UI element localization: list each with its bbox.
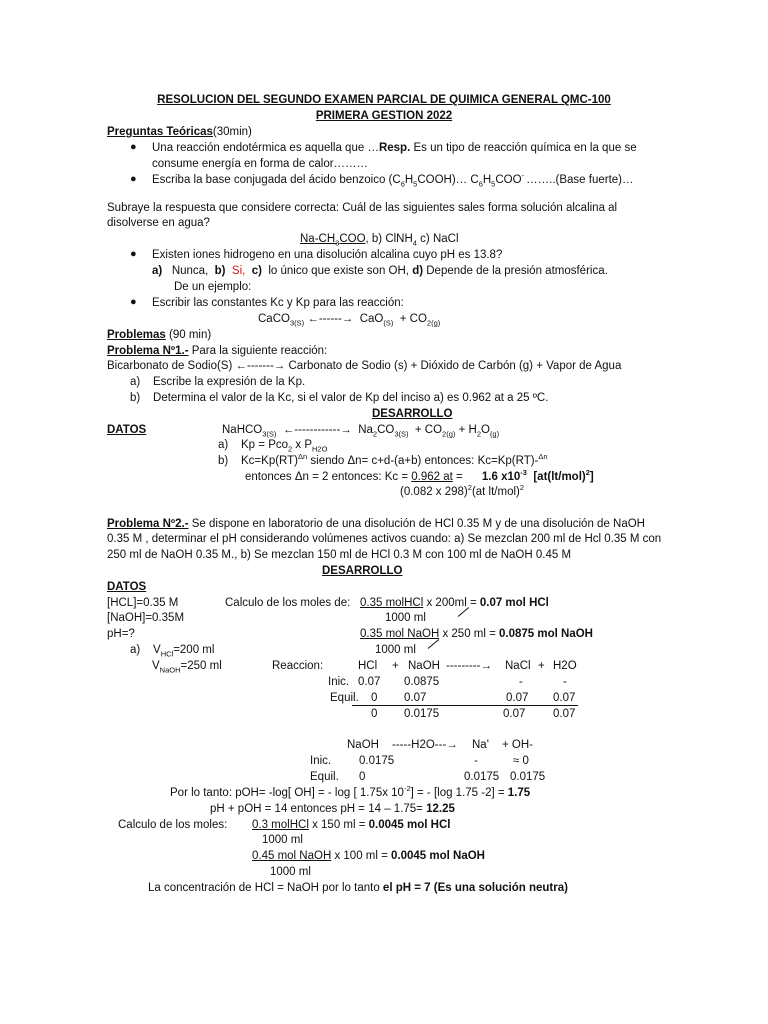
data-v-naoh: $V_{NaOH}=250$ ml	[152, 660, 222, 675]
question-3-line1: Subraye la respuesta que considere correcta: Cuál de las siguientes sales forma solución alcalina al	[107, 202, 618, 214]
dissoc-equil-label: Equil.	[310, 771, 339, 783]
reaction-plus: +	[392, 660, 399, 672]
calc-naoh-b-denominator: 1000 ml	[270, 866, 311, 878]
problem-1-denominator: (0.082 x 298)$^2$(at lt/mol)$^2$	[400, 483, 525, 498]
problem-1-datos: DATOS	[107, 424, 147, 436]
equil-naoh: 0.07	[404, 692, 427, 704]
final-nacl: 0.07	[503, 708, 526, 720]
problems-heading: Problemas (90 min)	[107, 329, 212, 341]
theory-heading: Preguntas Teóricas(30min)	[107, 126, 252, 138]
problem-1-kc: b) Kc=Kp(RT)$^{\Delta n}$ siendo Δn= c+d-(a+b) entonces: Kc=Kp(RT)-$^{\Delta n}$	[218, 452, 548, 467]
question-4: Existen iones hidrogeno en una disolución alcalina cuyo pH es 13.8?	[152, 249, 503, 261]
problem-2-desarrollo: DESARROLLO	[322, 565, 403, 577]
dissoc-equil-oh: 0.0175	[510, 771, 546, 783]
data-naoh: [NaOH]=0.35M	[107, 612, 185, 624]
data-ph: pH=?	[107, 628, 135, 640]
question-3-line2: disolverse en agua?	[107, 217, 210, 229]
reaction-hcl: HCl	[358, 660, 378, 672]
final-naoh: 0.0175	[404, 708, 440, 720]
problem-2-heading: Problema Nº2.- Se dispone en laboratorio de una disolución de HCl 0.35 M y de una disolución de NaOH	[107, 518, 645, 530]
problem-1-heading: Problema Nº1.- Para la siguiente reacción:	[107, 345, 328, 357]
final-hcl: 0	[371, 708, 378, 720]
question-5-reaction: CaCO$_{3(S)}$ ←------→ $CaO_{(S)} + CO_{2(g)}$	[258, 313, 441, 328]
dissoc-na: Na'	[472, 739, 489, 751]
reaction-h2o: H2O	[553, 660, 577, 672]
calc-label: Calculo de los moles de:	[225, 597, 351, 609]
question-4-example: De un ejemplo:	[174, 281, 252, 293]
calc-naoh: 0.35 mol NaOH x 250 ml = 0.0875 mol NaOH	[360, 628, 593, 640]
calc-b-label: Calculo de los moles:	[118, 819, 228, 831]
problem-1-desarrollo: DESARROLLO	[372, 408, 453, 420]
question-4-options: a) Nunca, b) Si, c) lo único que existe son OH, d) Depende de la presión atmosférica.	[152, 265, 608, 277]
dissoc-inic-oh: ≈ 0	[513, 755, 529, 767]
row-inic-label: Inic.	[328, 676, 350, 688]
row-equil-label: Equil.	[330, 692, 359, 704]
question-1: Una reacción endotérmica es aquella que …Resp. Es un tipo de reacción química en la que se	[152, 142, 637, 154]
equil-hcl: 0	[371, 692, 378, 704]
final-h2o: 0.07	[553, 708, 576, 720]
dissoc-arrow: -----H2O---→	[392, 739, 458, 751]
question-5: Escribir las constantes Kc y Kp para las reacción:	[152, 297, 404, 309]
inic-hcl: 0.07	[358, 676, 381, 688]
question-1-line2: consume energía en forma de calor………	[152, 158, 369, 170]
calc-hcl-denominator: 1000 ml	[385, 612, 426, 624]
data-v-hcl: a) $V_{HCl}=200$ ml	[130, 644, 215, 659]
sum-line	[352, 705, 578, 706]
question-3-options: $Na-CH_3COO$, b) ClNH$_4$ c) NaCl	[300, 233, 459, 248]
dissoc-naoh: NaOH	[347, 739, 379, 751]
dissoc-equil-naoh: 0	[359, 771, 366, 783]
bullet-icon: ●	[130, 141, 137, 153]
problem-1-item-b: b) Determina el valor de la Kc, si el valor de Kp del inciso a) es 0.962 at a 25 ºC.	[130, 392, 549, 404]
problem-2-line2: 0.35 M , determinar el pH considerando volúmenes activos cuando: a) Se mezclan 200 ml de Hcl 0.35 M con	[107, 533, 662, 545]
ph-calculation: pH + pOH = 14 entonces pH = 14 – 1.75= 12.25	[210, 803, 455, 815]
reaction-plus: +	[538, 660, 545, 672]
conclusion: La concentración de HCl = NaOH por lo tanto el pH = 7 (Es una solución neutra)	[148, 882, 568, 894]
document-title: RESOLUCION DEL SEGUNDO EXAMEN PARCIAL DE QUIMICA GENERAL QMC-100	[157, 94, 611, 106]
calc-naoh-b: 0.45 mol NaOH x 100 ml = 0.0045 mol NaOH	[252, 850, 485, 862]
data-hcl: [HCL]=0.35 M	[107, 597, 179, 609]
problem-2-line3: 250 ml de NaOH 0.35 M., b) Se mezclan 150 ml de HCl 0.3 M con 100 ml de NaOH 0.45 M	[107, 549, 572, 561]
reaction-nacl: NaCl	[505, 660, 531, 672]
calc-hcl-b-denominator: 1000 ml	[262, 834, 303, 846]
problem-1-kp: a) Kp = Pco$_2$ x $P_{H2O}$	[218, 439, 328, 454]
reaction-label: Reaccion:	[272, 660, 324, 672]
problem-1-equation: NaHCO$_{3(S)}$ ←------------→ $Na_2CO_{3(S)} + CO_{2(g)} + H_2O_{(g)}$	[222, 424, 500, 439]
question-2: Escriba la base conjugada del ácido benzoico $(C_6H_5COOH)\dots$ $C_6H_5COO^-$ ……..(Base fuerte)…	[152, 171, 634, 189]
reaction-arrow: ---------→	[446, 660, 492, 672]
poh-calculation: Por lo tanto: pOH= -log[ OH] = - log [ 1.75x $10^{-2}$] = - [log 1.75 -2] = 1.75	[170, 784, 531, 799]
problem-1-result: entonces Δn = 2 entonces: Kc = 0.962 at = 1.6 $x10^{-3}$ $[at(lt/mol)^2]$	[245, 468, 594, 483]
calc-naoh-denominator: 1000 ml	[375, 644, 416, 656]
dissoc-inic-label: Inic.	[310, 755, 332, 767]
dissoc-equil-na: 0.0175	[464, 771, 500, 783]
problem-1-reaction: Bicarbonato de Sodio(S) ←-------→ Carbonato de Sodio (s) + Dióxido de Carbón (g) + Vapor de Agua	[107, 360, 622, 372]
inic-h2o: -	[563, 676, 567, 688]
inic-naoh: 0.0875	[404, 676, 440, 688]
equil-nacl: 0.07	[506, 692, 529, 704]
calc-hcl: 0.35 molHCl x 200ml = 0.07 mol HCl	[360, 597, 549, 609]
problem-2-datos: DATOS	[107, 581, 147, 593]
dissoc-inic-naoh: 0.0175	[359, 755, 395, 767]
bullet-icon: ●	[130, 248, 137, 260]
dissoc-inic-na: -	[474, 755, 478, 767]
problem-1-item-a: a) Escribe la expresión de la Kp.	[130, 376, 306, 388]
document-subtitle: PRIMERA GESTION 2022	[315, 110, 453, 122]
reaction-naoh: NaOH	[408, 660, 440, 672]
dissoc-oh: + OH-	[502, 739, 533, 751]
inic-nacl: -	[519, 676, 523, 688]
calc-hcl-b: 0.3 molHCl x 150 ml = 0.0045 mol HCl	[252, 819, 451, 831]
underlined-answer: $Na-CH_3COO$	[300, 233, 366, 248]
bullet-icon: ●	[130, 296, 137, 308]
equil-h2o: 0.07	[553, 692, 576, 704]
bullet-icon: ●	[130, 173, 137, 185]
